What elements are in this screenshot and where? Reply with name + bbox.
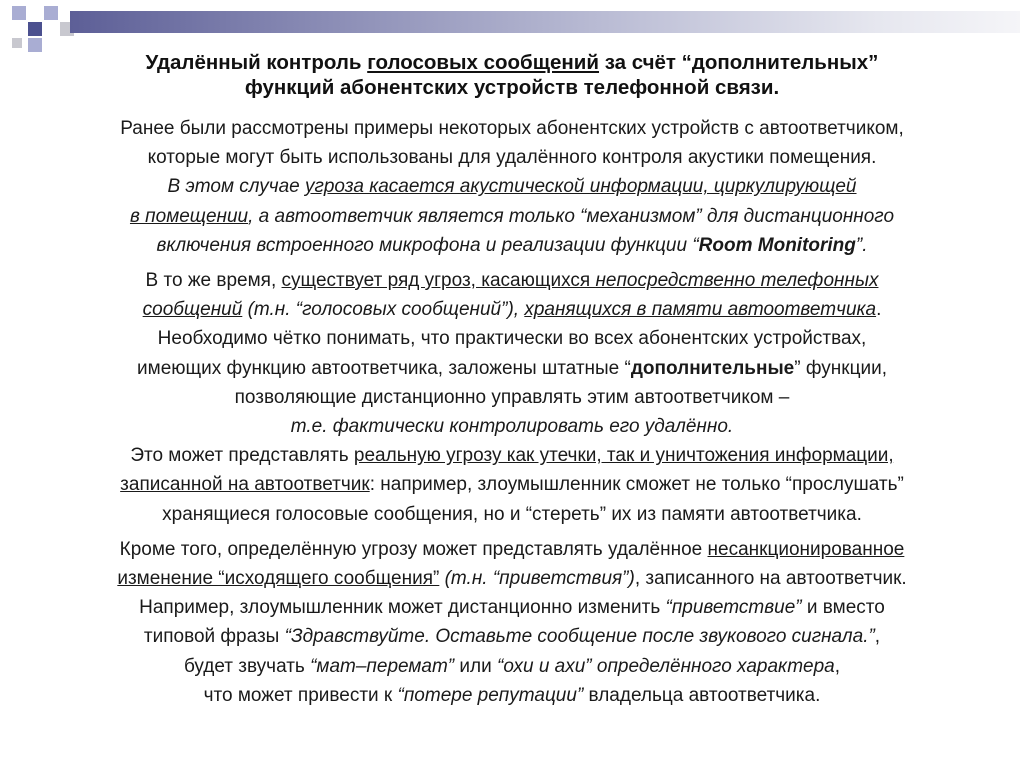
text-span: ,	[834, 655, 841, 677]
text-span: ,	[874, 626, 881, 648]
title-text: Удалённый контроль	[145, 51, 368, 74]
text-span: , а автоответчик является только “механизмом” для дистанционного	[248, 205, 895, 227]
text-span: Это может представлять	[130, 445, 354, 467]
slide-body	[15, 114, 1009, 710]
text-span: имеющих функцию автоответчика, заложены штатные “	[137, 357, 631, 379]
italic-text: “потере репутации”	[397, 684, 584, 706]
underlined-text: изменение “исходящего сообщения”	[117, 568, 440, 590]
text-span: , записанного на автоответчик.	[634, 568, 907, 590]
text-line	[15, 172, 1009, 201]
text-span: и вместо	[801, 597, 885, 619]
text-line	[15, 652, 1009, 681]
text-line: позволяющие дистанционно управлять этим автоответчиком –	[234, 386, 790, 408]
text-span: .	[876, 299, 882, 321]
corner-square-6	[12, 38, 22, 48]
text-span: В этом случае	[167, 176, 305, 198]
text-span: будет звучать	[183, 655, 311, 677]
text-line	[15, 593, 1009, 622]
text-span: включения встроенного микрофона и реализации функции “	[156, 234, 699, 256]
title-underlined-text: голосовых сообщений	[367, 51, 600, 74]
italic-text: “мат–перемат”	[310, 655, 455, 677]
text-line	[15, 622, 1009, 651]
paragraph-3	[15, 535, 1009, 710]
corner-square-1	[12, 6, 26, 20]
text-span: что может привести к	[203, 684, 398, 706]
underlined-text: несанкционированное	[707, 538, 905, 560]
underlined-text: существует ряд угроз, касающихся	[281, 270, 596, 292]
text-span: ” функции,	[794, 357, 887, 379]
italic-text: (т.н. “голосовых сообщений”),	[242, 299, 525, 321]
bold-text: Room Monitoring	[698, 234, 856, 256]
italic-text: (т.н. “приветствия”)	[439, 568, 635, 590]
text-span: ”.	[855, 234, 868, 256]
italic-text: “охи и ахи” определённого характера	[497, 655, 835, 677]
text-span: : например, злоумышленник сможет не только “прослушать”	[369, 474, 904, 496]
slide-title	[40, 50, 984, 100]
text-span: типовой фразы	[143, 626, 285, 648]
text-line: т.е. фактически контролировать его удалённо.	[290, 416, 734, 438]
text-line	[15, 266, 1009, 295]
corner-square-2	[44, 6, 58, 20]
text-span: Кроме того, определённую угрозу может представлять удалённое	[119, 538, 708, 560]
text-line: которые могут быть использованы для удалённого контроля акустики помещения.	[147, 147, 877, 169]
underlined-text: реальную угрозу как утечки, так и уничтожения информации,	[353, 445, 894, 467]
text-line	[15, 441, 1009, 470]
underlined-text: в помещении	[129, 205, 249, 227]
italic-text: “приветствие”	[665, 597, 802, 619]
text-line	[15, 295, 1009, 324]
text-line	[15, 681, 1009, 710]
text-line	[15, 231, 1009, 260]
underlined-text: записанной на автоответчик	[120, 474, 370, 496]
paragraph-1	[15, 114, 1009, 260]
title-text: за счёт “дополнительных”	[599, 51, 879, 74]
title-line-2: функций абонентских устройств телефонной связи.	[244, 76, 780, 99]
text-span: владельца автоответчика.	[583, 684, 821, 706]
text-line: Ранее были рассмотрены примеры некоторых абонентских устройств с автоответчиком,	[120, 118, 904, 139]
text-span: В то же время,	[145, 270, 282, 292]
underlined-text: угроза касается акустической информации, циркулирующей	[305, 176, 857, 198]
underlined-italic-text: непосредственно телефонных	[595, 270, 879, 292]
text-line: хранящиеся голосовые сообщения, но и “стереть” их из памяти автоответчика.	[162, 503, 862, 525]
text-line	[15, 564, 1009, 593]
text-line	[15, 470, 1009, 499]
text-line	[15, 202, 1009, 231]
text-span: Например, злоумышленник может дистанционно изменить	[139, 597, 666, 619]
italic-text: “Здравствуйте. Оставьте сообщение после звукового сигнала.”	[284, 626, 875, 648]
text-line: Необходимо чётко понимать, что практически во всех абонентских устройствах,	[157, 328, 867, 350]
underlined-italic-text: хранящихся в памяти автоответчика	[524, 299, 877, 321]
underlined-italic-text: сообщений	[142, 299, 243, 321]
title-line-1	[40, 50, 984, 75]
header-gradient-bar	[70, 11, 1020, 33]
paragraph-2	[15, 266, 1009, 529]
text-line	[15, 535, 1009, 564]
text-line	[15, 354, 1009, 383]
bold-text: дополнительные	[630, 357, 795, 379]
corner-square-3	[28, 22, 42, 36]
text-span: или	[454, 655, 497, 677]
